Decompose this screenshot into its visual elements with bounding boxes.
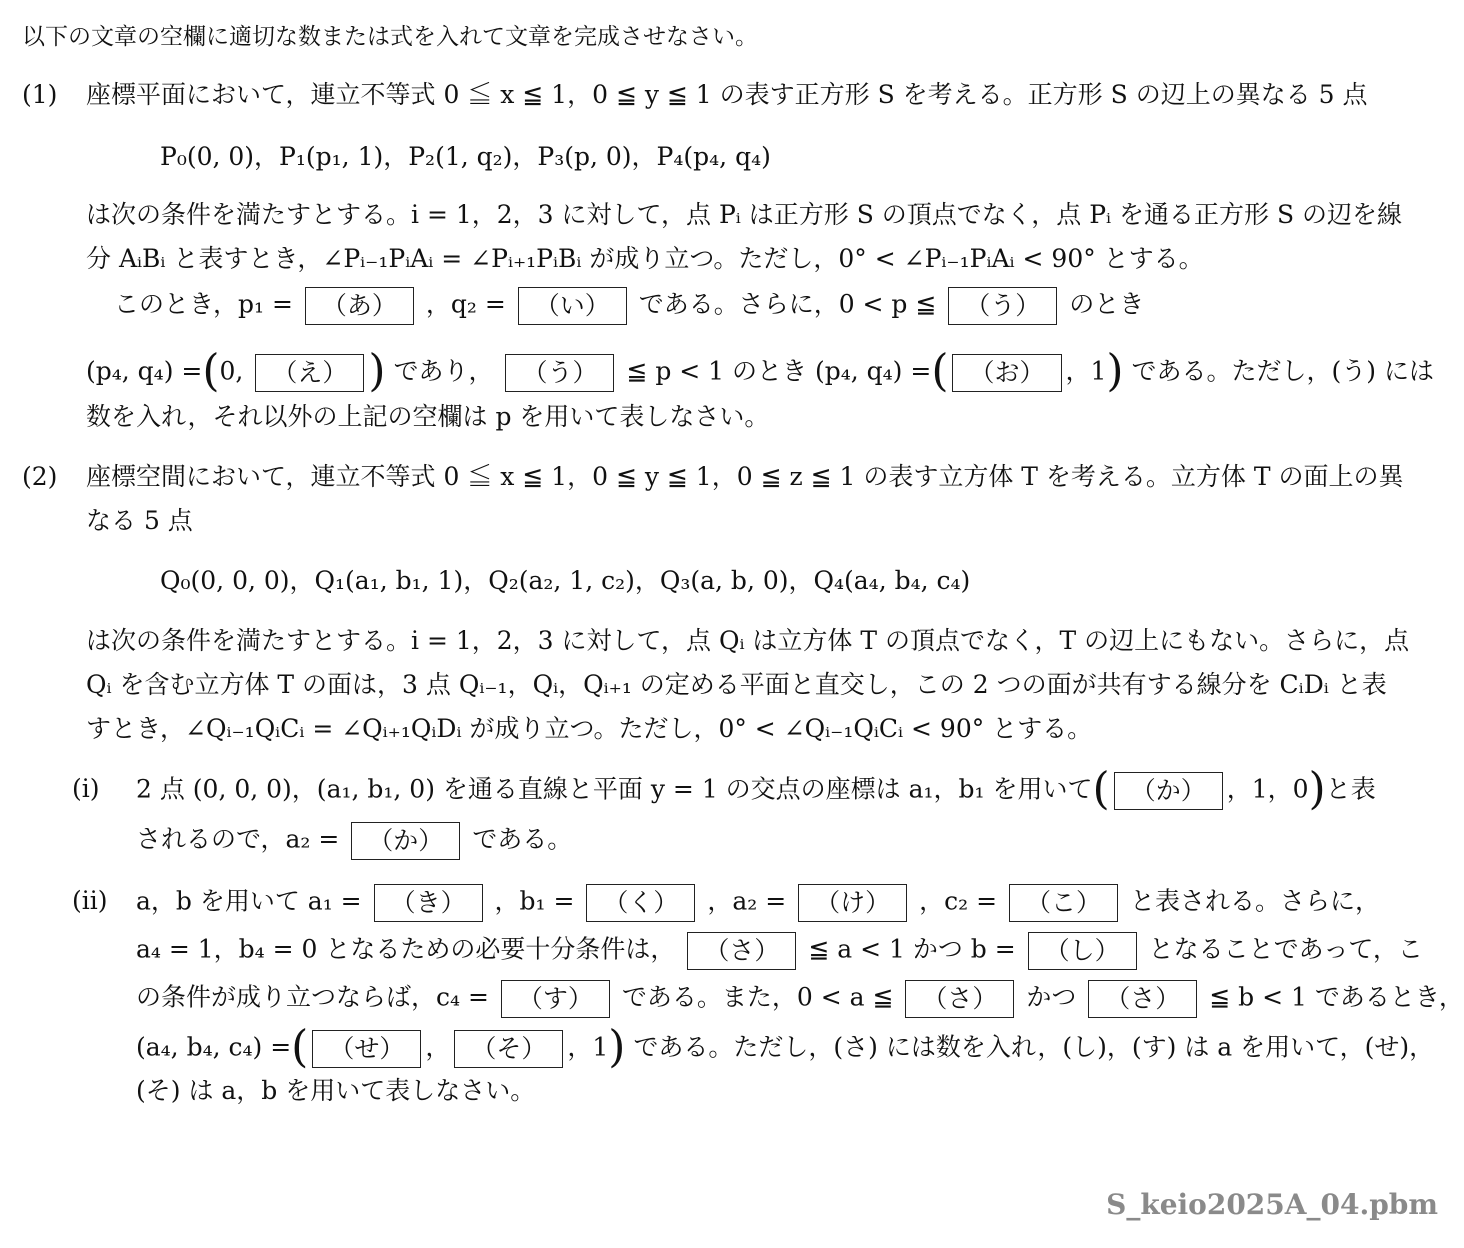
p1-text-6b: 0, [219, 356, 244, 386]
sub-ii-text-4a: (a₄, b₄, c₄) = [136, 1032, 292, 1062]
p1-text-5d: のとき [1069, 289, 1145, 319]
p1-text-5a: このとき，p₁ = [114, 289, 293, 319]
file-name-footer: S_keio2025A_04.pbm [1106, 1188, 1438, 1221]
p1-points: P₀(0, 0)，P₁(p₁, 1)，P₂(1, q₂)，P₃(p, 0)，P₄(p₄, q₄) [160, 142, 771, 171]
blank-e: （え） [255, 354, 364, 392]
sub-i-text-1b: ，1，0 [1226, 774, 1309, 804]
sub-ii-text-1d: ，c₂ = [919, 886, 998, 916]
sub-ii-text-4b: ， [425, 1032, 451, 1062]
blank-u-2: （う） [505, 354, 614, 392]
sub-ii-text-1c: ，a₂ = [707, 886, 787, 916]
left-paren: ( [931, 345, 949, 397]
sub-ii-line-4 [136, 1021, 1435, 1073]
blank-ke: （け） [798, 884, 907, 922]
blank-ko: （こ） [1009, 884, 1118, 922]
sub-ii-text-4c: ，1 [567, 1032, 609, 1062]
blank-ku: （く） [586, 884, 695, 922]
right-paren: ) [368, 345, 386, 397]
sub-i-label: (i) [72, 774, 100, 803]
sub-ii-label: (ii) [72, 886, 108, 915]
sub-ii-text-3b: である。また，0 < a ≦ [621, 982, 894, 1012]
blank-so: （そ） [454, 1030, 563, 1068]
p1-line-7: 数を入れ，それ以外の上記の空欄は p を用いて表しなさい。 [86, 402, 770, 431]
p1-text-6d: ≦ p < 1 のとき (p₄, q₄) = [626, 356, 932, 386]
sub-ii-text-3c: かつ [1026, 982, 1077, 1012]
blank-shi: （し） [1028, 932, 1137, 970]
blank-a: （あ） [305, 287, 414, 325]
blank-ka: （か） [1114, 772, 1223, 810]
blank-sa-2: （さ） [905, 980, 1014, 1018]
blank-o: （お） [952, 354, 1061, 392]
sub-i-text-2b: である。 [472, 824, 573, 854]
p2-line-1: 座標空間において，連立不等式 0 ≦ x ≦ 1，0 ≦ y ≦ 1，0 ≦ z ≦ 1 の表す立方体 T を考える。立方体 T の面上の異 [86, 462, 1404, 491]
sub-ii-text-3d: ≦ b < 1 であるとき， [1209, 982, 1464, 1012]
blank-se: （せ） [312, 1030, 421, 1068]
right-paren: ) [1106, 345, 1124, 397]
left-paren: ( [1092, 763, 1110, 815]
sub-ii-line-2 [136, 932, 1423, 970]
p2-points: Q₀(0, 0, 0)，Q₁(a₁, b₁, 1)，Q₂(a₂, 1, c₂)，Q₃(a, b, 0)，Q₄(a₄, b₄, c₄) [160, 566, 971, 595]
p2-line-3: は次の条件を満たすとする。i = 1，2，3 に対して，点 Qᵢ は立方体 T の頂点でなく，T の辺上にもない。さらに，点 [86, 626, 1410, 655]
sub-ii-line-3 [136, 980, 1464, 1018]
p1-line-3: は次の条件を満たすとする。i = 1，2，3 に対して，点 Pᵢ は正方形 S の頂点でなく，点 Pᵢ を通る正方形 S の辺を線 [86, 200, 1403, 229]
p1-line-6 [86, 345, 1434, 397]
sub-ii-text-4d: である。ただし，(さ) には数を入れ，(し)，(す) は a を用いて，(せ)， [633, 1032, 1435, 1062]
blank-i: （い） [518, 287, 627, 325]
left-paren: ( [291, 1021, 309, 1073]
sub-i-text-2a: されるので，a₂ = [136, 824, 340, 854]
sub-ii-text-1a: a，b を用いて a₁ = [136, 886, 362, 916]
p1-text-6f: である。ただし，(う) には [1131, 356, 1434, 386]
sub-i-text-1a: 2 点 (0, 0, 0)，(a₁, b₁, 0) を通る直線と平面 y = 1 の交点の座標は a₁，b₁ を用いて [136, 774, 1093, 804]
p2-line-5: すとき，∠Qᵢ₋₁QᵢCᵢ = ∠Qᵢ₊₁QᵢDᵢ が成り立つ。ただし，0° < ∠Qᵢ₋₁QᵢCᵢ < 90° とする。 [86, 714, 1093, 743]
right-paren: ) [1308, 763, 1326, 815]
sub-ii-line-1 [136, 884, 1380, 922]
sub-i-line-1 [136, 763, 1376, 815]
sub-i-text-1c: と表 [1325, 774, 1376, 804]
blank-sa: （さ） [687, 932, 796, 970]
problem-1-label: (1) [22, 80, 58, 109]
p2-line-2: なる 5 点 [86, 506, 193, 535]
p1-text-6a: (p₄, q₄) = [86, 356, 203, 386]
p1-line-4: 分 AᵢBᵢ と表すとき，∠Pᵢ₋₁PᵢAᵢ = ∠Pᵢ₊₁PᵢBᵢ が成り立つ。ただし，0° < ∠Pᵢ₋₁PᵢAᵢ < 90° とする。 [86, 244, 1204, 273]
sub-ii-text-1b: ，b₁ = [494, 886, 575, 916]
blank-su: （す） [501, 980, 610, 1018]
left-paren: ( [202, 345, 220, 397]
blank-sa-3: （さ） [1088, 980, 1197, 1018]
blank-u: （う） [948, 287, 1057, 325]
p1-line-5 [114, 287, 1144, 325]
instruction: 以下の文章の空欄に適切な数または式を入れて文章を完成させなさい。 [22, 24, 758, 50]
p1-line-1: 座標平面において，連立不等式 0 ≦ x ≦ 1，0 ≦ y ≦ 1 の表す正方形 S を考える。正方形 S の辺上の異なる 5 点 [86, 80, 1368, 109]
p1-text-5b: ，q₂ = [425, 289, 506, 319]
sub-ii-text-2c: となることであって，こ [1148, 934, 1423, 964]
blank-ki: （き） [374, 884, 483, 922]
blank-ka-2: （か） [351, 822, 460, 860]
sub-ii-text-2a: a₄ = 1，b₄ = 0 となるための必要十分条件は， [136, 934, 676, 964]
p1-text-6e: ，1 [1065, 356, 1107, 386]
p1-text-6c: であり， [393, 356, 494, 386]
p1-text-5c: である。さらに，0 < p ≦ [638, 289, 937, 319]
right-paren: ) [608, 1021, 626, 1073]
sub-i-line-2 [136, 822, 572, 860]
p2-line-4: Qᵢ を含む立方体 T の面は，3 点 Qᵢ₋₁，Qᵢ，Qᵢ₊₁ の定める平面と直交し，この 2 つの面が共有する線分を CᵢDᵢ と表 [86, 670, 1387, 699]
sub-ii-text-2b: ≦ a < 1 かつ b = [808, 934, 1016, 964]
sub-ii-text-3a: の条件が成り立つならば，c₄ = [136, 982, 489, 1012]
sub-ii-line-5: (そ) は a，b を用いて表しなさい。 [136, 1076, 536, 1105]
sub-ii-text-1e: と表される。さらに， [1129, 886, 1380, 916]
problem-2-label: (2) [22, 462, 58, 491]
